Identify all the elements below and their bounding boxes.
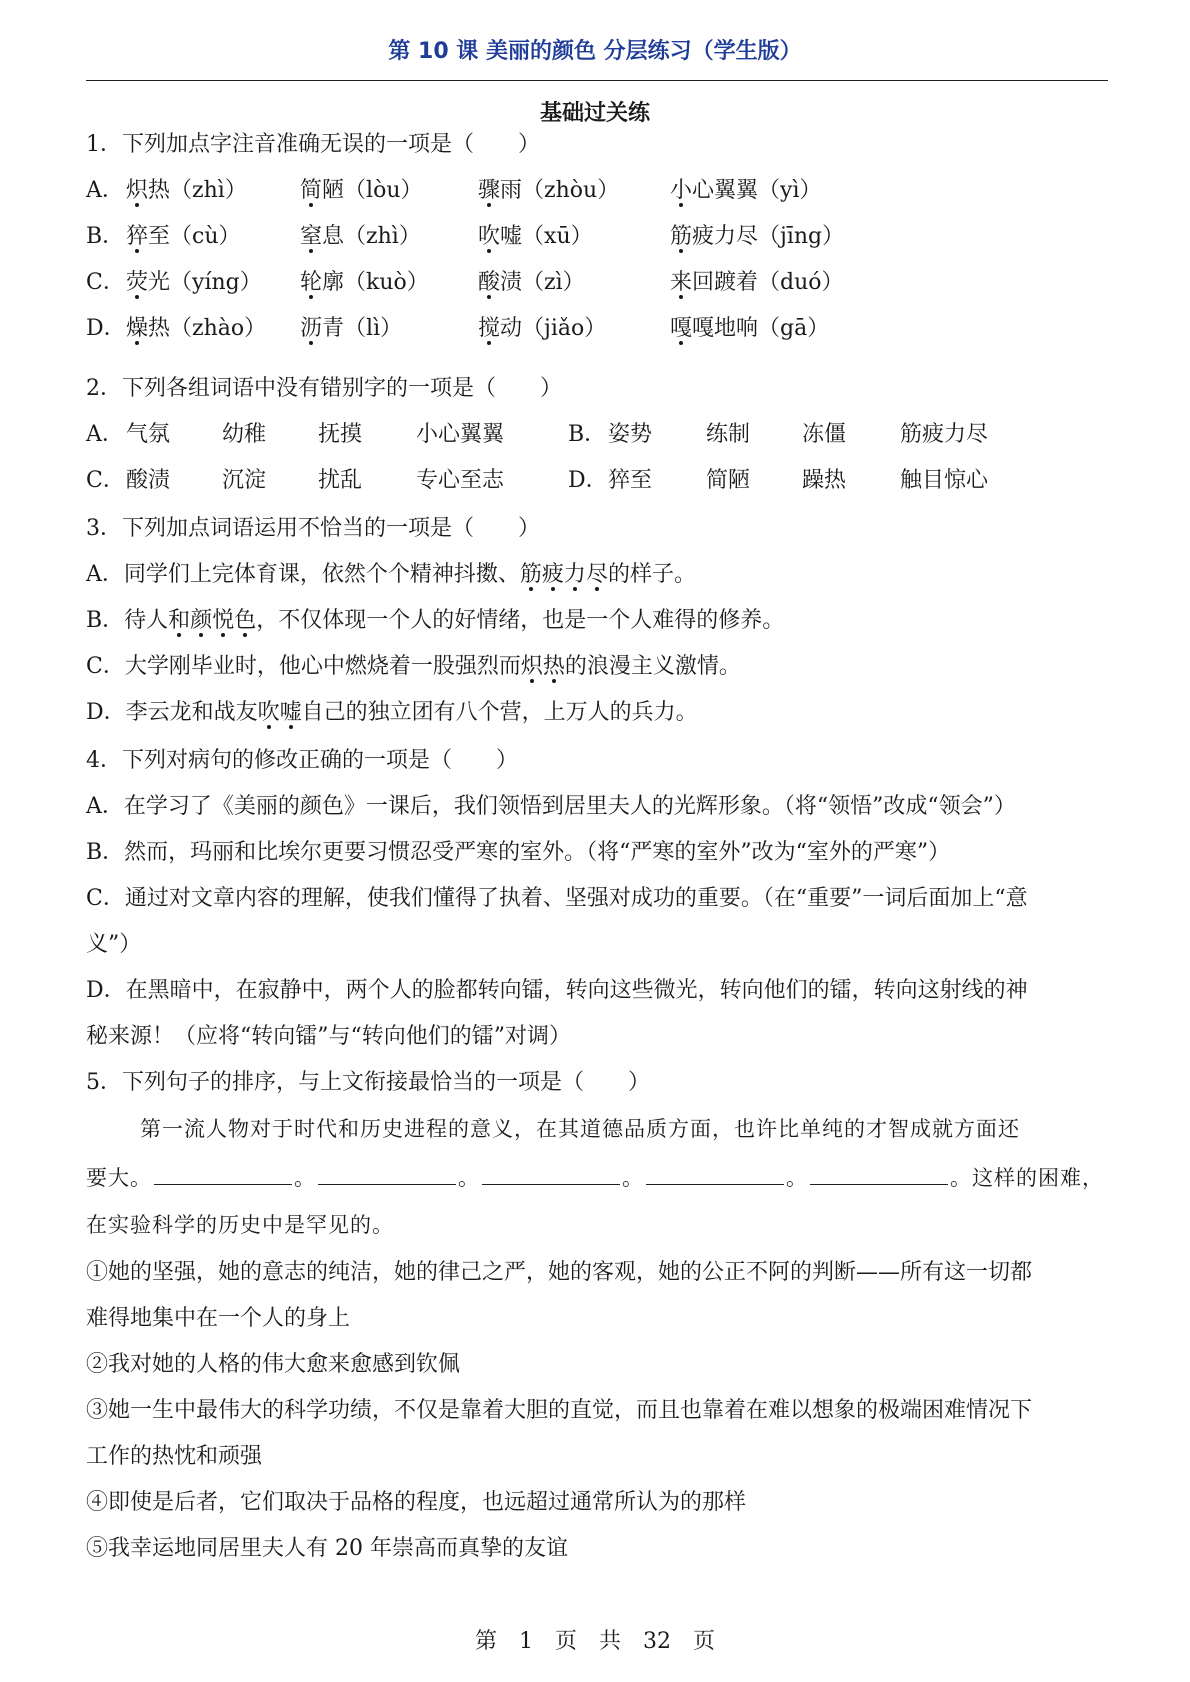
word-rest: 青 (322, 316, 345, 341)
word-rest: 心翼翼 (692, 178, 759, 203)
pinyin: （zhòu） (522, 178, 620, 203)
q2-word: 筋疲力尽 (900, 422, 989, 447)
q2-word: 姿势 (608, 422, 653, 447)
q4-option-a: A．在学习了《美丽的颜色》一课后，我们领悟到居里夫人的光辉形象。（将“领悟”改成“领会”） (86, 794, 1016, 819)
q3-a-dotted (520, 562, 608, 587)
emphasis-dot-char: 筋 (670, 224, 693, 249)
q1-stem: 1．下列加点字注音准确无误的一项是（ ） (86, 132, 540, 157)
word-rest: 廓 (322, 270, 345, 295)
q4-option-c-line2: 义”） (86, 932, 142, 957)
q2-option-label: A． (86, 422, 124, 447)
pinyin: （zhào） (170, 316, 267, 341)
q4-option-d-line1: D．在黑暗中，在寂静中，两个人的脸都转向镭，转向这些微光，转向他们的镭，转向这射线的神 (86, 978, 1028, 1003)
emphasis-dot-char: 猝 (126, 224, 149, 249)
q1-option-word (478, 314, 606, 344)
emphasis-dot-char: 小 (670, 178, 693, 203)
word-rest: 嘎地响 (692, 316, 759, 341)
word-rest: 回踱着 (692, 270, 759, 295)
q5-sentence-3a: ③她一生中最伟大的科学功绩，不仅是靠着大胆的直觉，而且也靠着在难以想象的极端困难情况下 (86, 1398, 1033, 1423)
q1-option-word (670, 176, 822, 206)
emphasis-dot-char: 嘎 (670, 316, 693, 341)
word-rest: 嘘 (500, 224, 523, 249)
q3-a-pre: A．同学们上完体育课，依然个个精神抖擞、 (86, 562, 520, 587)
pinyin: （lòu） (344, 178, 423, 203)
emphasis-dot-char: 疲 (541, 562, 564, 587)
q2-word: 抚摸 (318, 422, 363, 447)
emphasis-dot-char: 窒 (300, 224, 323, 249)
q1-option-word (670, 268, 844, 298)
q2-word: 酸渍 (126, 468, 171, 493)
q1-option-word (478, 176, 619, 206)
q5-blank-1 (154, 1162, 292, 1185)
q3-b-pre: B．待人 (86, 608, 169, 633)
q1-option-word (300, 222, 421, 252)
q3-c-dotted (521, 654, 565, 679)
q2-word: 触目惊心 (900, 468, 989, 493)
pinyin: （yíng） (170, 270, 262, 295)
emphasis-dot-char: 筋 (519, 562, 542, 587)
q1-option-word (300, 176, 422, 206)
emphasis-dot-char: 来 (670, 270, 693, 295)
pinyin: （duó） (758, 270, 844, 295)
q2-word: 猝至 (608, 468, 653, 493)
word-rest: 光 (148, 270, 171, 295)
q4-option-d-line2: 秘来源！（应将“转向镭”与“转向他们的镭”对调） (86, 1024, 571, 1049)
word-rest: 动 (500, 316, 523, 341)
q5-passage-end: 。这样的困难， (950, 1166, 1104, 1190)
q5-passage-start: 要大。 (86, 1166, 152, 1190)
emphasis-dot-char: 骤 (478, 178, 501, 203)
emphasis-dot-char: 荧 (126, 270, 149, 295)
q3-b-dotted (168, 608, 256, 633)
q5-sentence-2: ②我对她的人格的伟大愈来愈感到钦佩 (86, 1352, 461, 1377)
q1-option-word (126, 314, 266, 344)
q5-passage-line1: 第一流人物对于时代和历史进程的意义，在其道德品质方面，也许比单纯的才智成就方面还 (140, 1117, 1020, 1141)
q3-d-dotted (258, 700, 302, 725)
emphasis-dot-char: 吹 (257, 700, 280, 725)
emphasis-dot-char: 吹 (478, 224, 501, 249)
q1-option-label: B． (86, 224, 125, 249)
q3-option-b (86, 606, 784, 636)
word-rest: 至 (148, 224, 171, 249)
q2-word: 躁热 (802, 468, 847, 493)
q5-blank-5 (810, 1162, 948, 1185)
pinyin: （gā） (758, 316, 830, 341)
q2-word: 扰乱 (318, 468, 363, 493)
emphasis-dot-char: 搅 (478, 316, 501, 341)
pinyin: （xū） (522, 224, 593, 249)
q3-option-c (86, 652, 741, 682)
q1-option-label: C． (86, 270, 125, 295)
q1-option-word (670, 314, 829, 344)
q1-option-label: D． (86, 316, 126, 341)
q3-stem: 3．下列加点词语运用不恰当的一项是（ ） (86, 516, 540, 541)
emphasis-dot-char: 轮 (300, 270, 323, 295)
word-rest: 渍 (500, 270, 523, 295)
q3-a-post: 的样子。 (607, 562, 696, 587)
word-rest: 雨 (500, 178, 523, 203)
q2-option-label: D． (568, 468, 608, 493)
document-header: 第 10 课 美丽的颜色 分层练习（学生版） (388, 39, 802, 64)
q1-option-word (126, 268, 262, 298)
emphasis-dot-char: 炽 (520, 654, 543, 679)
emphasis-dot-char: 和 (168, 608, 191, 633)
emphasis-dot-char: 悦 (212, 608, 235, 633)
q1-option-word (478, 222, 593, 252)
pinyin: （jiǎo） (522, 316, 607, 341)
page-footer: 第 1 页 共 32 页 (475, 1629, 715, 1654)
q1-option-word (300, 268, 429, 298)
q3-option-a (86, 560, 696, 590)
q2-word: 幼稚 (222, 422, 267, 447)
header-divider (86, 80, 1108, 81)
emphasis-dot-char: 燥 (126, 316, 149, 341)
pinyin: （cù） (170, 224, 241, 249)
word-rest: 热 (148, 178, 171, 203)
q1-option-word (126, 176, 247, 206)
q5-passage-line3: 在实验科学的历史中是罕见的。 (86, 1213, 394, 1237)
q1-option-word (670, 222, 844, 252)
section-title: 基础过关练 (539, 101, 650, 126)
pinyin: （zhì） (344, 224, 421, 249)
q1-option-word (478, 268, 585, 298)
q4-option-c-line1: C．通过对文章内容的理解，使我们懂得了执着、坚强对成功的重要。（在“重要”一词后面加上“意 (86, 886, 1028, 911)
q3-d-post: 自己的独立团有八个营，上万人的兵力。 (301, 700, 698, 725)
emphasis-dot-char: 力 (563, 562, 586, 587)
q5-blank-2 (318, 1162, 456, 1185)
pinyin: （kuò） (344, 270, 429, 295)
emphasis-dot-char: 沥 (300, 316, 323, 341)
q3-b-post: ，不仅体现一个人的好情绪，也是一个人难得的修养。 (256, 608, 785, 633)
q2-word: 简陋 (706, 468, 751, 493)
q2-word: 小心翼翼 (416, 422, 505, 447)
pinyin: （lì） (344, 316, 403, 341)
q4-stem: 4．下列对病句的修改正确的一项是（ ） (86, 748, 518, 773)
emphasis-dot-char: 色 (234, 608, 257, 633)
emphasis-dot-char: 嘘 (279, 700, 302, 725)
q5-sentence-5: ⑤我幸运地同居里夫人有 20 年崇高而真挚的友谊 (86, 1536, 568, 1561)
word-rest: 疲力尽 (692, 224, 759, 249)
q5-sentence-3b: 工作的热忱和顽强 (86, 1444, 263, 1469)
emphasis-dot-char: 尽 (585, 562, 608, 587)
q2-stem: 2．下列各组词语中没有错别字的一项是（ ） (86, 376, 562, 401)
q5-blank-4 (646, 1162, 784, 1185)
q2-option-label: B． (568, 422, 607, 447)
q2-word: 沉淀 (222, 468, 267, 493)
word-rest: 陋 (322, 178, 345, 203)
emphasis-dot-char: 酸 (478, 270, 501, 295)
q5-sentence-1a: ①她的坚强，她的意志的纯洁，她的律己之严，她的客观，她的公正不阿的判断——所有这一切都 (86, 1260, 1033, 1285)
q3-c-post: 的浪漫主义激情。 (564, 654, 741, 679)
emphasis-dot-char: 热 (542, 654, 565, 679)
q5-sentence-1b: 难得地集中在一个人的身上 (86, 1306, 351, 1331)
q2-option-label: C． (86, 468, 125, 493)
q2-word: 冻僵 (802, 422, 847, 447)
q4-option-b: B．然而，玛丽和比埃尔更要习惯忍受严寒的室外。（将“严寒的室外”改为“室外的严寒”） (86, 840, 951, 865)
q2-word: 气氛 (126, 422, 171, 447)
q1-option-word (126, 222, 241, 252)
pinyin: （yì） (758, 178, 822, 203)
q2-word: 练制 (706, 422, 751, 447)
q2-word: 专心至志 (416, 468, 505, 493)
pinyin: （zhì） (170, 178, 247, 203)
emphasis-dot-char: 炽 (126, 178, 149, 203)
q5-blank-3 (482, 1162, 620, 1185)
pinyin: （zì） (522, 270, 585, 295)
emphasis-dot-char: 简 (300, 178, 323, 203)
word-rest: 息 (322, 224, 345, 249)
q1-option-label: A． (86, 178, 124, 203)
q5-stem: 5．下列句子的排序，与上文衔接最恰当的一项是（ ） (86, 1070, 650, 1095)
q3-d-pre: D．李云龙和战友 (86, 700, 258, 725)
pinyin: （jīng） (758, 224, 845, 249)
q5-sentence-4: ④即使是后者，它们取决于品格的程度，也远超过通常所认为的那样 (86, 1490, 747, 1515)
q3-option-d (86, 698, 698, 728)
emphasis-dot-char: 颜 (190, 608, 213, 633)
word-rest: 热 (148, 316, 171, 341)
q3-c-pre: C．大学刚毕业时，他心中燃烧着一股强烈而 (86, 654, 521, 679)
q1-option-word (300, 314, 402, 344)
q5-passage-line2: 要大。 。 。 。 。 。这样的困难， (86, 1162, 1104, 1193)
